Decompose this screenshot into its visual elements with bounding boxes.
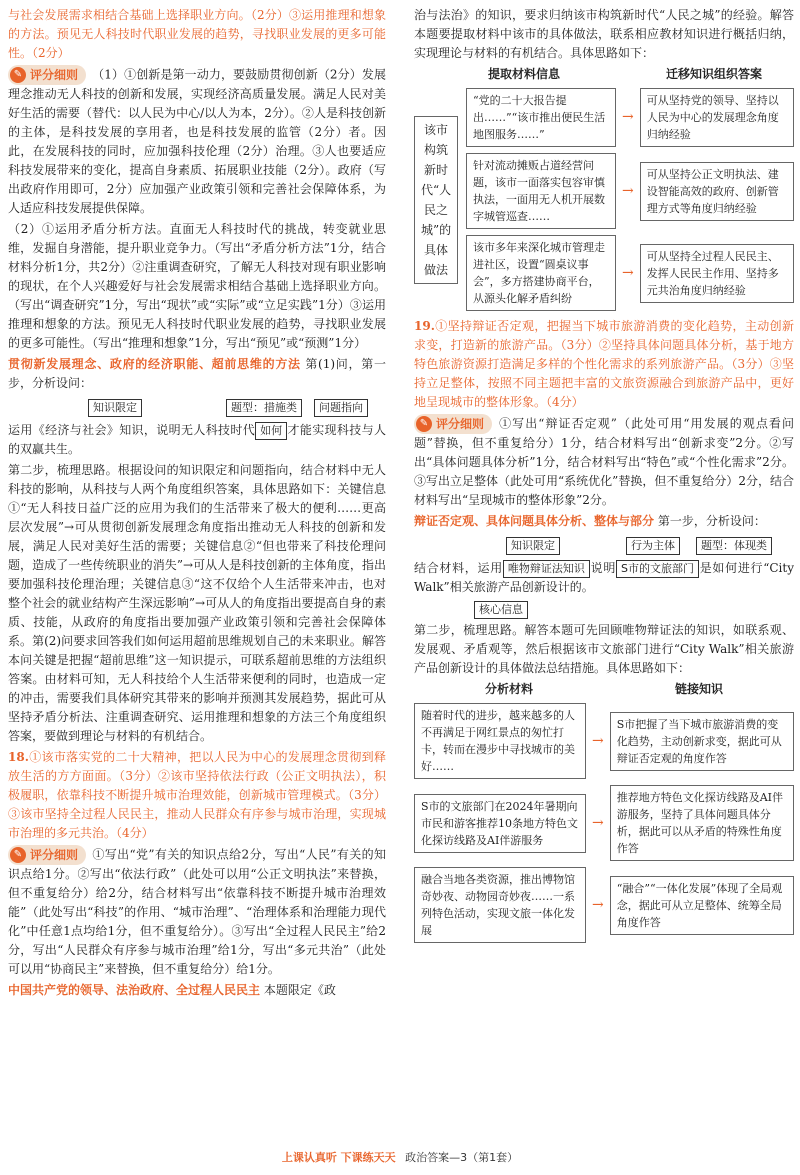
- table-row: 随着时代的进步，越来越多的人不再满足于网红景点的匆忙打卡，转而在漫步中寻找城市的美好…… → S市把握了当下城市旅游消费的变化趋势，主动创新求变，据此可从辩证否定观的角度作答: [414, 703, 794, 779]
- arrow-right-icon: →: [592, 896, 604, 913]
- diagram-inline-box: 唯物辩证法知识: [503, 560, 590, 578]
- diagram-box-type: 题型：体现类: [696, 537, 772, 555]
- arrow-right-icon: →: [592, 732, 604, 749]
- table-row: 融合当地各类资源，推出博物馆奇妙夜、动物园奇妙夜……一系列特色活动，实现文旅一体化发展 → “融合”“一体化发展”体现了全局观念，据此可从立足整体、统筹全局角度作答: [414, 867, 794, 943]
- diagram-inline-box: 如何: [255, 422, 287, 440]
- method-line: 辩证否定观、具体问题具体分析、整体与部分 第一步，分析设问：: [414, 514, 766, 528]
- diagram-box-knowledge: 知识限定: [88, 399, 142, 417]
- page-footer: [0, 1148, 800, 1167]
- diagram-sentence: 运用《经济与社会》知识，说明无人科技时代 如何 才能实现科技与人的双赢共生。: [8, 423, 386, 456]
- table2: [414, 703, 794, 943]
- diagram-box-core: 核心信息: [474, 601, 528, 619]
- rubric-block: [8, 65, 386, 218]
- table-row: “党的二十大报告提出……”“该市推出便民生活地图服务……” → 可从坚持党的领导、坚持以人民为中心的发展理念角度归纳经验: [466, 88, 794, 147]
- method-title: 辩证否定观、具体问题具体分析、整体与部分: [414, 514, 655, 528]
- footer-logo: 上课认真听 下课练天天: [281, 1151, 396, 1164]
- bottom-line: 中国共产党的领导、法治政府、全过程人民民主 本题限定《政: [8, 983, 336, 997]
- rubric-text: ①写出“党”有关的知识点给2分，写出“人民”有关的知识点给1分。②写出“依法行政”（此处可以用“公正文明执法”来替换，但不重复给分）给2分，结合材料写出“依靠科技不断提升城市治理效能”（此处写出“科技”的作用、“城市治理”、“治理体系和治理能力现代化”中任意1点均给1分，但不重复给分）。③写出“全过程人民民主”给2分，写出“人民群众有序参与城市治理”给1分，写出“多元共治”（此处可以用“协商民主”来替换，但不重复给分）给1分。: [8, 847, 386, 976]
- step2-text: 第二步，梳理思路。解答本题可先回顾唯物辩证法的知识，如联系观、发展观、矛盾观等，然后根据该市文旅部门进行“City Walk”相关旅游产品创新设计的具体做法总结措施。具体思路如下：: [414, 623, 794, 675]
- arrow-right-icon: →: [622, 182, 634, 199]
- rubric-block-3: [414, 414, 794, 510]
- table1-side-label: 该市构筑新时代“人民之城”的具体做法: [414, 116, 458, 284]
- arrow-right-icon: →: [622, 109, 634, 125]
- table-row: 该市多年来深化城市管理走进社区，设置“圆桌议事会”，多方搭建协商平台，从源头化解矛盾纠纷 → 可从坚持全过程人民民主、发挥人民民主作用、坚持多元共治角度归纳经验: [466, 235, 794, 311]
- diagram-sentence: 结合材料，运用 唯物辩证法知识 说明 S市的文旅部门 是如何进行“City Walk”相关旅游产品创新设计的。: [414, 561, 794, 594]
- core-info-diagram: [414, 599, 794, 621]
- arrow-right-icon: →: [622, 264, 634, 281]
- rubric-badge: ✎ 评分细则: [8, 65, 86, 85]
- rubric-badge: ✎ 评分细则: [8, 845, 86, 865]
- question-diagram: [414, 533, 794, 559]
- table1-header: 提取材料信息 迁移知识组织答案: [487, 67, 762, 81]
- intro-text: 治与法治》的知识，要求归纳该市构筑新时代“人民之城”的经验。解答本题要提取材料中该市的具体做法，联系相应教材知识进行概括归纳，实现理论与材料的有机结合。具体思路如下：: [414, 8, 794, 60]
- diagram-box-actor: 行为主体: [626, 537, 680, 555]
- rubric-text: （1）①创新是第一动力，要鼓励贯彻创新（2分）发展理念推动无人科技的创新和发展，实现经济高质量发展。满足人民对美好生活的需要（替代：以人民为中心/以人为本，2分）。②人是科技创新的主体，是科技发展的享用者，也是科技发展的监管（2分）者。因此，在发展科技的同时，应加强科技伦理（2分）治理。③人也要适应科技发展带来的变化，提高自身素质、拓展职业技能（2分）。政府（写出政府作用即可，2分）应加强产业政策引领和完善社会保障体系，为人适应科技发展提供保障。: [8, 67, 386, 215]
- question-diagram: [8, 395, 386, 421]
- pen-icon: ✎: [416, 416, 432, 432]
- rubric-badge: ✎ 评分细则: [414, 414, 492, 434]
- table-row: 针对流动摊贩占道经营问题，该市一面落实包容审慎执法，一面用无人机开展数字城管巡查…… → 可从坚持公正文明执法、建设智能高效的政府、创新管理方式等角度归纳经验: [466, 153, 794, 229]
- method-title: 贯彻新发展理念、政府的经济职能、超前思维的方法: [8, 357, 301, 371]
- q18-answer: 18.①该市落实党的二十大精神，把以人民为中心的发展理念贯彻到释放生活的方方面面。（3分）②该市坚持依法行政（公正文明执法），积极履职，依靠科技不断提升城市治理效能，创新城市管理模式。（3分）③该市坚持全过程人民民主，推动人民群众有序参与城市治理，实现城市治理的多元共治。（4分）: [8, 750, 386, 840]
- table2-header: 分析材料 链接知识: [484, 682, 723, 696]
- footer-page-label: 政治答案—3（第1套）: [405, 1151, 519, 1164]
- left-column: [8, 6, 386, 1002]
- q19-answer: 19.①坚持辩证否定观，把握当下城市旅游消费的变化趋势，主动创新求变，打造新的旅游产品。（3分）②坚持具体问题具体分析，基于地方特色旅游资源打造满足多样的个性化需求的系列旅游产品。（3分）③坚持立足整体，按照不同主题把丰富的文旅资源融合到旅游产品中，更好地呈现城市的整体形象。（4分）: [414, 319, 794, 409]
- answer-text: 与社会发展需求相结合基础上选择职业方向。（2分）③运用推理和想象的方法。预见无人科技时代职业发展的趋势，寻找职业发展的更多可能性。（2分）: [8, 8, 386, 60]
- diagram-box-pointer: 问题指向: [314, 399, 368, 417]
- diagram-inline-box: S市的文旅部门: [616, 560, 699, 578]
- bottom-title: 中国共产党的领导、法治政府、全过程人民民主: [8, 983, 261, 997]
- pen-icon: ✎: [10, 847, 26, 863]
- table1: [414, 88, 794, 311]
- method-line: [8, 355, 386, 393]
- arrow-right-icon: →: [592, 814, 604, 831]
- diagram-box-type: 题型：措施类: [226, 399, 302, 417]
- right-column: [414, 6, 794, 943]
- rubric-text-2: （2）①运用矛盾分析方法。直面无人科技时代的挑战，转变就业思维，发掘自身潜能，提升职业竞争力。（写出“矛盾分析方法”1分，结合材料分析1分，共2分）②注重调查研究，了解无人科技对现有职业影响的现状，在个人兴趣爱好与社会发展需求相结合基础上选择职业方向。（写出“调查研究”1分，写出“现状”或“实际”或“立足实践”1分）③运用推理和想象的方法。预见无人科技时代职业发展的趋势，寻找职业发展的更多可能性。（写出“推理和想象”1分，写出“预见”或“预测”1分）: [8, 222, 386, 350]
- step2-text: 第二步，梳理思路。根据设问的知识限定和问题指向，结合材料中无人科技的影响，从科技与人两个角度组织答案，具体思路如下：关键信息①“无人科技日益广泛的应用为我们的生活带来了极大的便利……更高层次发展”→可从贯彻创新发展理念角度指出推动无人科技的创新和发展，满足人民对美好生活的需要；关键信息②“但也带来了科技伦理问题，造成了一些传统职业的消失”→可从人是科技创新的主体角度，指出要加强科技伦理治理；关键信息③“这不仅给个人生活带来冲击，也对整个社会的就业结构产生深远影响”→可从人的角度指出要提高自身的素质、技能，从政府的角度指出要加强产业政策引领和完善社会保障体系。第(2)问要求回答我们如何运用超前思维规划自己的未来职业。解答本问关键是把握“超前思维”这一知识提示，可联系超前思维的方法组织答案。由材料可知，无人科技给个人生活带来便利的同时，也造成一定的冲击，需要我们具体研究其带来的影响并预测其发展趋势，据此可从坚持矛盾分析法、注重调查研究、运用推理和想象的方法三个角度组织答案，要做到理论与材料的有机结合。: [8, 463, 386, 743]
- rubric-text: ①写出“辩证否定观”（此处可用“用发展的观点看问题”替换，但不重复给分）1分，结合材料写出“创新求变”2分。②写出“具体问题具体分析”1分，结合材料写出“特色”或“个性化需求”2分。③写出立足整体（此处可用“系统优化”替换，但不重复给分）2分，结合材料写出“呈现城市的整体形象”2分。: [414, 416, 794, 507]
- table-row: S市的文旅部门在2024年暑期向市民和游客推荐10条地方特色文化探访线路及AI伴游服务 → 推荐地方特色文化探访线路及AI伴游服务，坚持了具体问题具体分析，据此可以从矛盾的特殊性角度作答: [414, 785, 794, 861]
- diagram-box-knowledge: 知识限定: [506, 537, 560, 555]
- rubric-block-2: [8, 845, 386, 979]
- pen-icon: ✎: [10, 67, 26, 83]
- method-tail: 第(1)问，第一步，分析设问：: [8, 357, 386, 390]
